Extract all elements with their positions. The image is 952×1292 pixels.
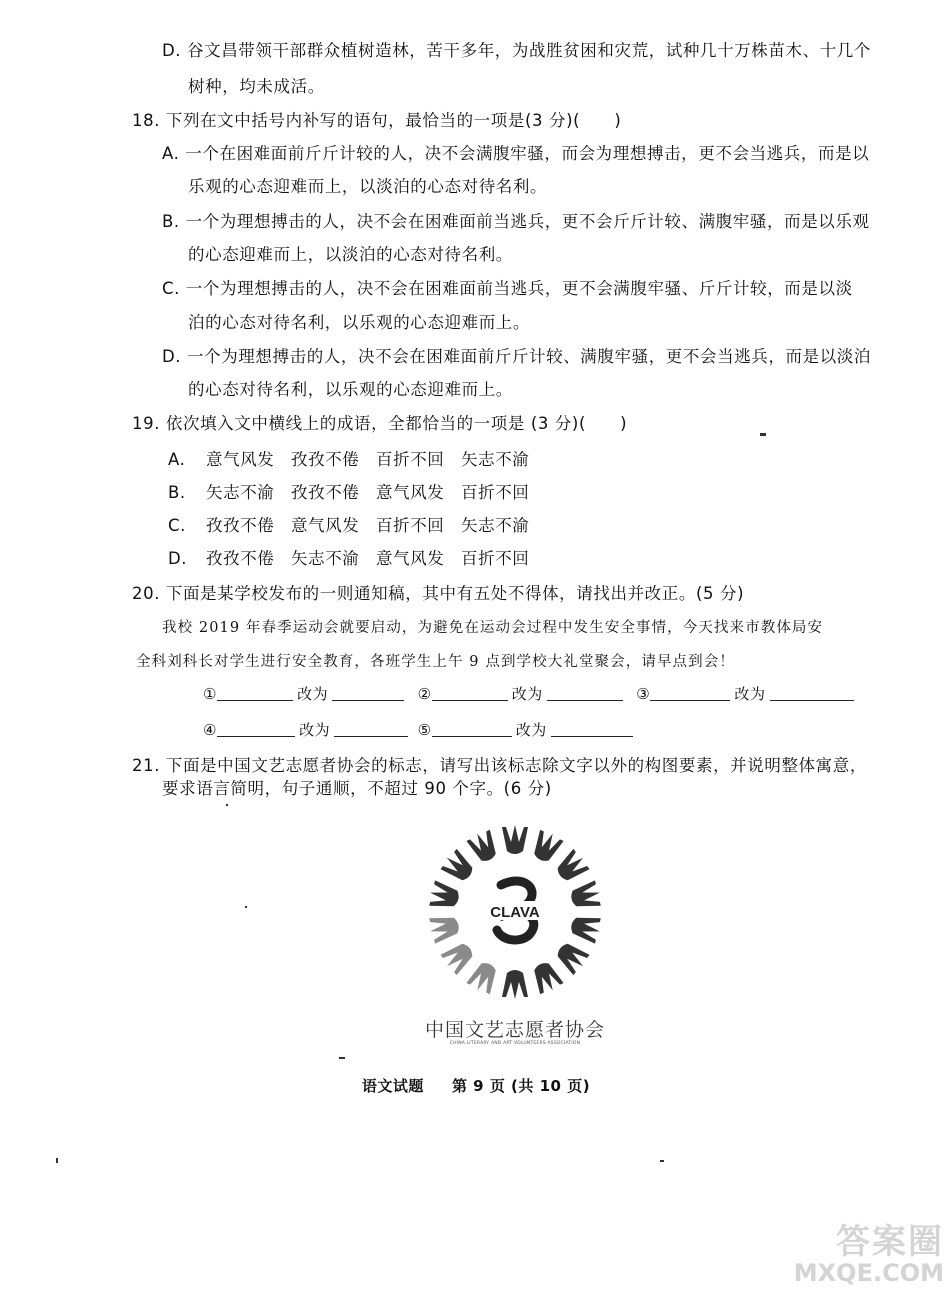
footer-subject: 语文试题 [361, 1077, 424, 1095]
marker-2: ② [417, 685, 432, 703]
scan-speck [760, 433, 766, 436]
idiom: 意气风发 [206, 450, 275, 469]
marker-3: ③ [636, 685, 651, 703]
q19-stem: 19. 依次填入文中横线上的成语，全都恰当的一项是 (3 分)( ) [132, 414, 628, 433]
watermark-line2: MXQE.COM [793, 1259, 944, 1287]
q20-answer-row2 [203, 719, 633, 741]
marker-1: ① [203, 685, 218, 703]
answer-blank-4a[interactable] [217, 722, 295, 737]
idiom: 百折不回 [461, 549, 530, 568]
q21-stem-line2: 要求语言简明，句子通顺，不超过 90 个字。(6 分) [162, 779, 552, 798]
logo-petal-icon [427, 880, 461, 912]
idiom: 百折不回 [376, 450, 445, 469]
footer-page-number: 第 9 页 (共 10 页) [451, 1077, 591, 1095]
logo-petal-icon [466, 828, 502, 865]
logo-petal-icon [552, 938, 591, 976]
answer-blank-2b[interactable] [547, 686, 623, 701]
logo-petal-icon [427, 912, 461, 944]
change-label: 改为 [515, 721, 547, 739]
idiom: 孜孜不倦 [291, 450, 360, 469]
logo-petal-icon [569, 880, 603, 912]
idiom: 矢志不渝 [206, 483, 275, 502]
logo-petal-icon [528, 959, 564, 996]
q20-notice-line1: 我校 2019 年春季运动会就要启动，为避免在运动会过程中发生安全事情，今天找来市教体局安 [162, 620, 824, 636]
q18-option-a-line2: 乐观的心态迎难而上，以淡泊的心态对待名利。 [188, 177, 548, 196]
idiom: 孜孜不倦 [206, 516, 275, 535]
answer-blank-3a[interactable] [650, 686, 730, 701]
idiom: 意气风发 [376, 549, 445, 568]
q21-stem-line1: 21. 下面是中国文艺志愿者协会的标志，请写出该标志除文字以外的构图要素，并说明整体寓意， [132, 756, 867, 775]
idiom: 矢志不渝 [291, 549, 360, 568]
watermark [794, 1224, 944, 1286]
q20-answer-row1 [203, 683, 854, 705]
scan-speck [339, 1057, 345, 1059]
change-label: 改为 [297, 685, 329, 703]
change-label: 改为 [299, 721, 331, 739]
clava-emblem-icon [415, 812, 615, 1012]
answer-blank-5b[interactable] [551, 722, 633, 737]
q18-option-c-line2: 泊的心态对待名利，以乐观的心态迎难而上。 [188, 313, 530, 332]
q18-option-a-line1: A. 一个在困难面前斤斤计较的人，决不会满腹牢骚，而会为理想搏击，更不会当逃兵，而是以 [162, 144, 870, 163]
q18-option-d-line2: 的心态对待名利，以乐观的心态迎难而上。 [188, 380, 513, 399]
scan-speck [245, 906, 247, 908]
logo-petal-icon [502, 825, 528, 854]
idiom: 孜孜不倦 [206, 549, 275, 568]
scan-speck [660, 1160, 664, 1162]
option-letter: A. [168, 450, 186, 469]
logo-title-cn: 中国文艺志愿者协会 [424, 1019, 605, 1041]
logo-petal-icon [439, 938, 478, 976]
scan-speck [226, 804, 228, 806]
q18-option-b-line2: 的心态迎难而上，以淡泊的心态对待名利。 [188, 245, 513, 264]
logo-petal-icon [552, 848, 591, 886]
marker-5: ⑤ [417, 721, 432, 739]
watermark-line1: 答案圈 [836, 1222, 944, 1262]
idiom: 矢志不渝 [461, 450, 530, 469]
q17-option-d-line1: D. 谷文昌带领干部群众植树造林，苦干多年，为战胜贫困和灾荒，试种几十万株苗木、十几个 [162, 41, 871, 60]
idiom: 百折不回 [376, 516, 445, 535]
q18-stem: 18. 下列在文中括号内补写的语句，最恰当的一项是(3 分)( ) [132, 111, 622, 130]
idiom: 矢志不渝 [461, 516, 530, 535]
answer-blank-1b[interactable] [332, 686, 404, 701]
q20-notice-line2: 全科刘科长对学生进行安全教育，各班学生上午 9 点到学校大礼堂聚会，请早点到会！ [136, 654, 735, 670]
change-label: 改为 [511, 685, 543, 703]
q19-option-a [168, 449, 529, 471]
logo-title-en: CHINA LITERARY AND ART VOLUNTEERS ASSOCIATION [449, 1041, 581, 1046]
option-letter: C. [168, 516, 186, 535]
logo-petal-icon [502, 970, 528, 999]
logo-petal-icon [528, 828, 564, 865]
q18-option-c-line1: C. 一个为理想搏击的人，决不会在困难面前当逃兵，更不会满腹牢骚、斤斤计较，而是以淡 [162, 279, 853, 298]
answer-blank-3b[interactable] [770, 686, 854, 701]
logo-petal-icon [466, 959, 502, 996]
logo-petal-icon [439, 848, 478, 886]
idiom: 意气风发 [291, 516, 360, 535]
option-letter: D. [168, 549, 188, 568]
idiom: 百折不回 [461, 483, 530, 502]
logo-center-text: CLAVA [490, 904, 540, 921]
answer-blank-5a[interactable] [432, 722, 512, 737]
q17-option-d-line2: 树种，均未成活。 [188, 77, 325, 96]
idiom: 孜孜不倦 [291, 483, 360, 502]
page-footer [0, 1075, 952, 1096]
q19-option-c [168, 515, 529, 537]
q18-option-b-line1: B. 一个为理想搏击的人，决不会在困难面前当逃兵，更不会斤斤计较、满腹牢骚，而是以乐观 [162, 212, 870, 231]
answer-blank-4b[interactable] [334, 722, 408, 737]
idiom: 意气风发 [376, 483, 445, 502]
answer-blank-1a[interactable] [217, 686, 293, 701]
q19-option-b [168, 482, 529, 504]
answer-blank-2a[interactable] [432, 686, 508, 701]
clava-logo [415, 812, 615, 1052]
option-letter: B. [168, 483, 186, 502]
logo-petal-icon [569, 912, 603, 944]
scan-speck [56, 1158, 58, 1163]
q20-stem: 20. 下面是某学校发布的一则通知稿，其中有五处不得体，请找出并改正。(5 分) [132, 584, 745, 603]
marker-4: ④ [203, 721, 218, 739]
q18-option-d-line1: D. 一个为理想搏击的人，决不会在困难面前斤斤计较、满腹牢骚，更不会当逃兵，而是以淡泊 [162, 347, 871, 366]
q19-option-d [168, 548, 529, 570]
change-label: 改为 [734, 685, 766, 703]
